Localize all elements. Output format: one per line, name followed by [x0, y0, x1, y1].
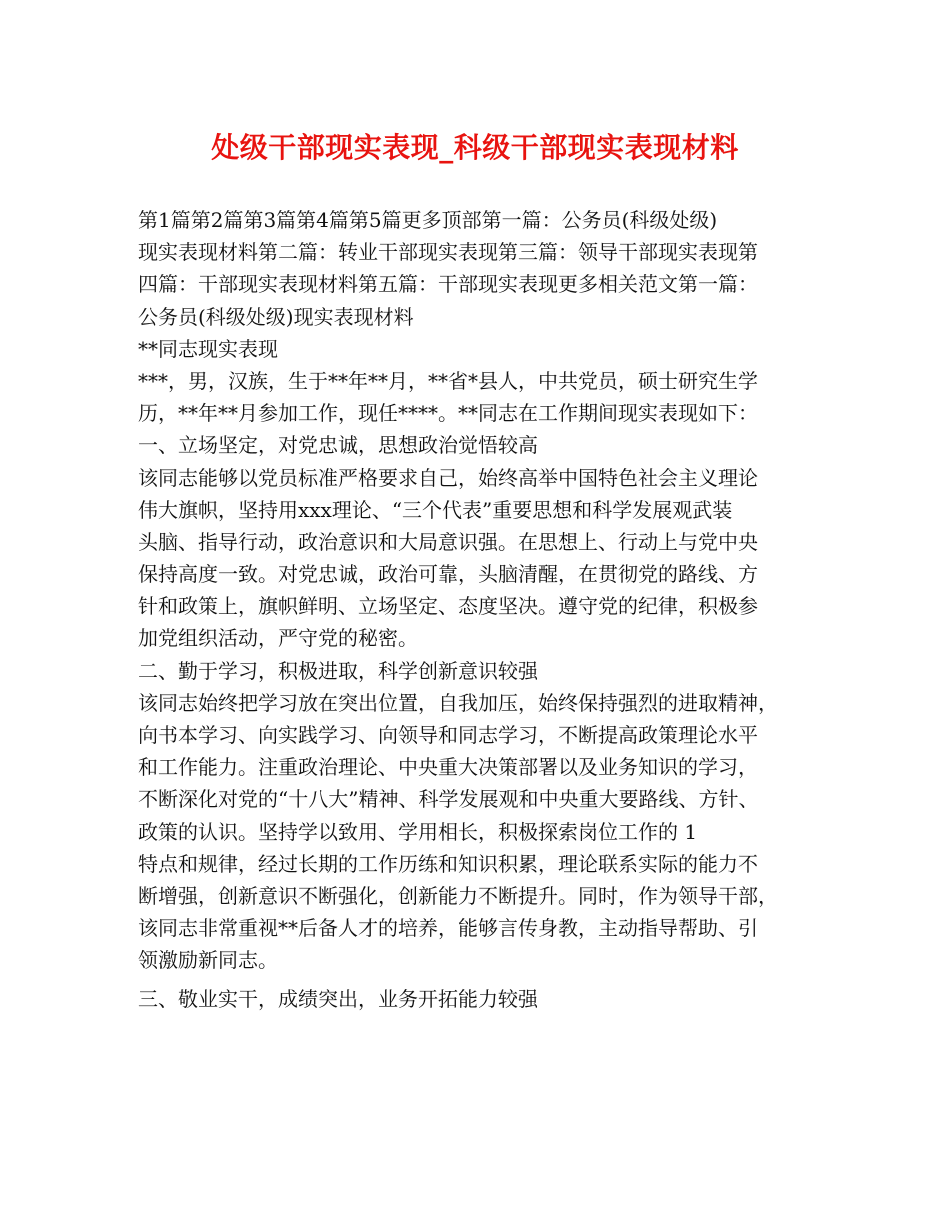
text-line: 断增强，创新意识不断强化，创新能力不断提升。同时，作为领导干部， [138, 883, 778, 908]
text-line: 加党组织活动，严守党的秘密。 [138, 626, 418, 651]
text-line: 公务员(科级处级)现实表现材料 [138, 304, 414, 329]
text-line: 该同志能够以党员标准严格要求自己，始终高举中国特色社会主义理论 [138, 465, 758, 490]
text-line: 领激励新同志。 [138, 948, 278, 973]
text-line: 向书本学习、向实践学习、向领导和同志学习，不断提高政策理论水平 [138, 723, 758, 747]
text-line: 历，**年**月参加工作，现任****。**同志在工作期间现实表现如下： [138, 401, 758, 426]
text-line: 现实表现材料第二篇：转业干部现实表现第三篇：领导干部现实表现第 [138, 240, 758, 265]
text-line: **同志现实表现 [138, 336, 278, 361]
text-line: 政策的认识。坚持学以致用、学用相长，积极探索岗位工作的 1 [138, 819, 698, 844]
text-line: 保持高度一致。对党忠诚，政治可靠，头脑清醒，在贯彻党的路线、方 [138, 562, 758, 587]
text-line: 针和政策上，旗帜鲜明、立场坚定、态度坚决。遵守党的纪律，积极参 [138, 594, 758, 619]
text-line: 特点和规律，经过长期的工作历练和知识积累，理论联系实际的能力不 [138, 851, 758, 876]
text-line: 第1篇第2篇第3篇第4篇第5篇更多顶部第一篇：公务员(科级处级) [138, 208, 718, 232]
document-body [138, 204, 828, 1015]
section-heading: 三、敬业实干，成绩突出，业务开拓能力较强 [138, 986, 538, 1011]
document-title: 处级干部现实表现_科级干部现实表现材料 [211, 131, 739, 164]
text-line: 和工作能力。注重政治理论、中央重大决策部署以及业务知识的学习， [138, 755, 758, 780]
text-line: 该同志始终把学习放在突出位置，自我加压，始终保持强烈的进取精神， [138, 690, 778, 715]
text-line: 四篇：干部现实表现材料第五篇：干部现实表现更多相关范文第一篇： [138, 272, 758, 297]
section-heading: 二、勤于学习，积极进取，科学创新意识较强 [138, 658, 538, 683]
text-line: 伟大旗帜，坚持用xxx理论、“三个代表”重要思想和科学发展观武装 [138, 497, 733, 522]
text-line: 不断深化对党的“十八大”精神、科学发展观和中央重大要路线、方针、 [138, 787, 759, 812]
text-line: 该同志非常重视**后备人才的培养，能够言传身教，主动指导帮助、引 [138, 916, 758, 941]
text-line: ***，男，汉族，生于**年**月，**省*县人，中共党员，硕士研究生学 [138, 368, 758, 393]
text-line: 头脑、指导行动，政治意识和大局意识强。在思想上、行动上与党中央 [138, 529, 758, 554]
section-heading: 一、立场坚定，对党忠诚，思想政治觉悟较高 [138, 433, 538, 458]
